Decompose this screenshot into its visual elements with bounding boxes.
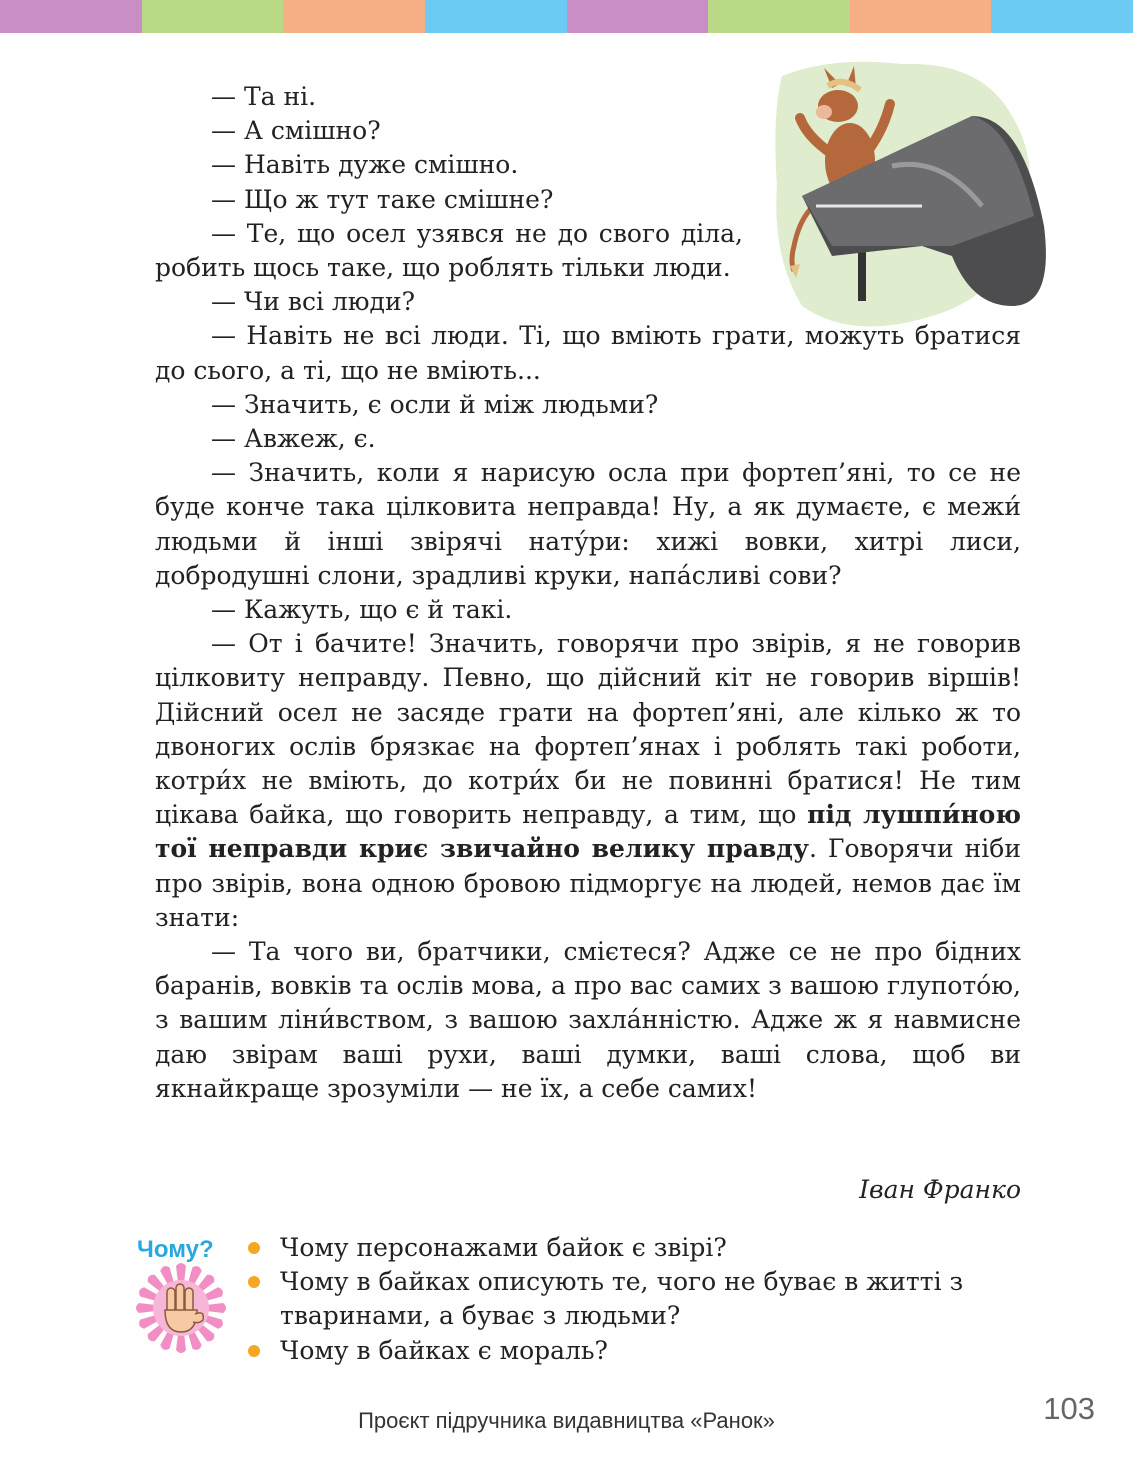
paragraph: — Навіть дуже смішно. (211, 150, 519, 180)
color-segment (991, 0, 1133, 33)
question-text: Чому в байках описують те, чого не буває в житті з тваринами, а буває з людьми? (280, 1267, 964, 1331)
text-run: . Говорячи ніби про звірів, вона одною бровою підморгує на людей, немов дає їм знати: (155, 834, 1021, 932)
color-segment (708, 0, 850, 33)
color-segment (425, 0, 567, 33)
question-text: Чому персонажами байок є звірі? (280, 1233, 727, 1262)
paragraph: — Та ні. (211, 82, 317, 111)
question-item (246, 1334, 1036, 1368)
bullet-dot-icon (248, 1276, 260, 1288)
fable-text (155, 80, 1021, 1106)
question-item (246, 1231, 1036, 1265)
color-segment (142, 0, 284, 33)
paragraph: — Значить, коли я нарисую осла при фортеп’яні, то се не буде конче така цілковита неправда! Ну, а як думаєте, є межи́ людьми й інші звірячі нату́ри: хижі вовки, хитрі лиси, добродушні слони, зрадливі круки, напа́сливі сови? (155, 458, 1021, 590)
paragraph: — Та чого ви, братчики, смієтеся? Адже се не про бідних баранів, вовків та ослів мова, а про вас самих з вашою глупото́ю, з вашим ліни́вством, з вашою захла́нністю. Адже ж я навмисне даю звірам ваші рухи, ваші думки, ваші слова, щоб ви якнайкраще зрозуміли — не їх, а себе самих! (155, 937, 1021, 1103)
paragraph: — А смішно? (211, 116, 381, 146)
color-segment (0, 0, 142, 33)
text-run: — От і бачите! Значить, говорячи про звірів, я не говорив цілковиту неправду. Певно, що дійсний кіт не говорив віршів! Дійсний осел не засяде грати на фортеп’яні, але кілько ж то двоногих ослів брязкає на фортеп’янах і роблять такі роботи, котри́х не вміють, до котри́х би не повинні братися! Не тим цікава байка, що говорить неправду, а тим, що (155, 629, 1021, 830)
bold-emphasis: під лушпи́ною тої неправди криє звичайно велику правду (155, 800, 1021, 864)
paragraph: — Авжеж, є. (211, 424, 376, 454)
color-segment (567, 0, 709, 33)
question-text: Чому в байках є мораль? (280, 1335, 608, 1365)
questions-list (246, 1231, 1036, 1368)
author: Іван Франко (859, 1175, 1021, 1204)
color-segment (850, 0, 992, 33)
paragraph (155, 627, 1021, 935)
flower-hand-icon (131, 1258, 231, 1358)
paragraph: — Кажуть, що є й такі. (211, 595, 513, 625)
paragraph: — Значить, є осли й між людьми? (211, 389, 659, 419)
page-number: 103 (1043, 1391, 1095, 1426)
top-color-bar (0, 0, 1133, 33)
footer-text: Проєкт підручника видавництва «Ранок» (358, 1408, 775, 1433)
question-item (246, 1265, 1036, 1333)
bullet-dot-icon (248, 1242, 260, 1254)
paragraph: — Чи всі люди? (211, 287, 416, 317)
bullet-dot-icon (248, 1345, 260, 1357)
paragraph: — Навіть не всі люди. Ті, що вміють грати, можуть братися до сього, а ті, що не вміють... (155, 321, 1021, 385)
chomu-label: Чому? (137, 1236, 214, 1263)
paragraph: — Те, що осел узявся не до свого діла, робить щось таке, що роблять тільки люди. (155, 218, 743, 283)
color-segment (283, 0, 425, 33)
paragraph: — Що ж тут таке смішне? (211, 184, 554, 214)
